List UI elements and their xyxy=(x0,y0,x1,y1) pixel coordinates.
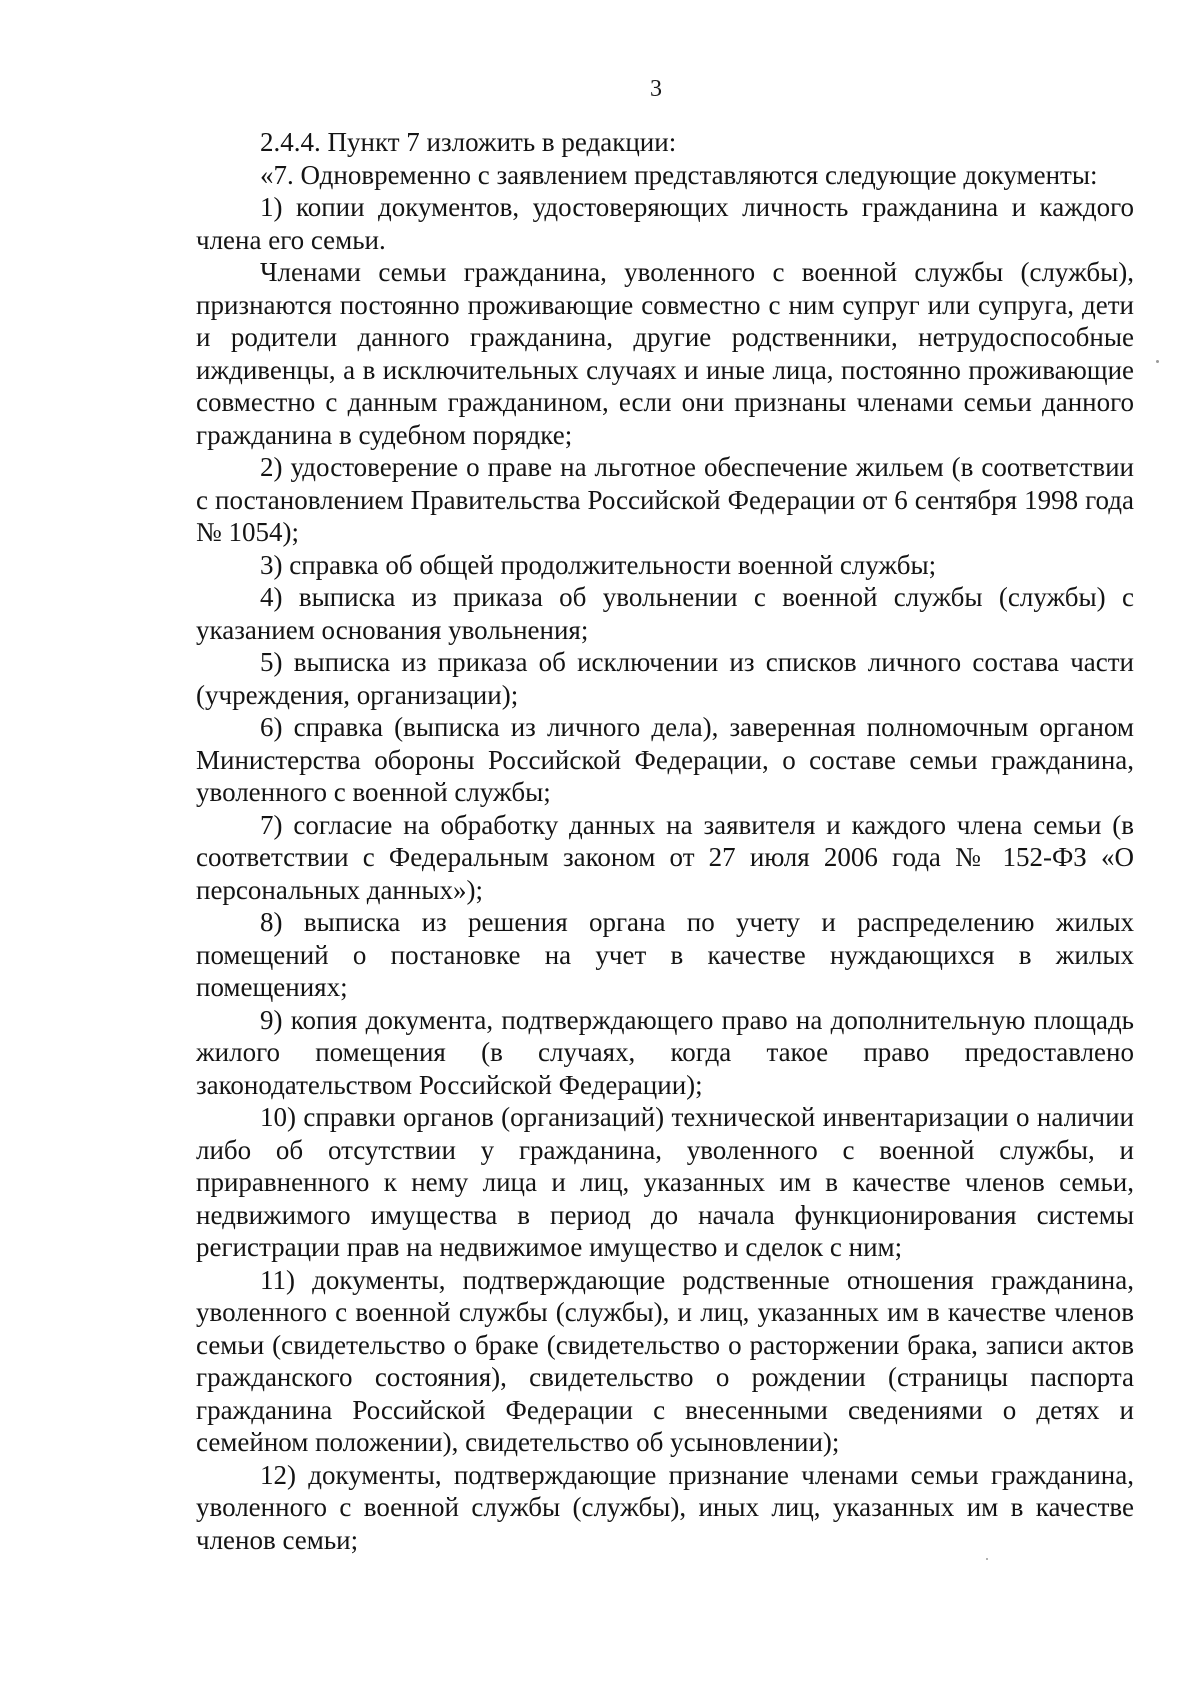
scan-speck xyxy=(1156,360,1159,363)
paragraph-item-1: 1) копии документов, удостоверяющих личность гражданина и каждого члена его семьи. xyxy=(196,192,1134,255)
paragraph-item-9: 9) копия документа, подтверждающего право на дополнительную площадь жилого помещения (в случаях, когда такое право предоставлено законодательством Российской Федерации); xyxy=(196,1004,1134,1100)
paragraph-item-2: 2) удостоверение о праве на льготное обеспечение жильем (в соответствии с постановлением Правительства Российской Федерации от 6 сентября 1998 года № 1054); xyxy=(196,452,1134,547)
paragraph-item-6: 6) справка (выписка из личного дела), заверенная полномочным органом Министерства обороны Российской Федерации, о составе семьи гражданина, уволенного с военной службы; xyxy=(196,712,1134,807)
paragraph-intro: «7. Одновременно с заявлением представляются следующие документы: xyxy=(260,159,1098,190)
paragraph-heading: 2.4.4. Пункт 7 изложить в редакции: xyxy=(260,127,677,157)
paragraph-item-7: 7) согласие на обработку данных на заявителя и каждого члена семьи (в соответствии с Федеральным законом от 27 июля 2006 года № 152-ФЗ «О персональных данных»); xyxy=(196,809,1134,905)
document-body xyxy=(196,126,1134,1556)
paragraph-item-11: 11) документы, подтверждающие родственные отношения гражданина, уволенного с военной службы (службы), и лиц, указанных им в качестве членов семьи (свидетельство о браке (свидетельство о расторжении брака, записи актов гражданского состояния), свидетельство о рождении (страницы паспорта гражданина Российской Федерации с внесенными сведениями о детях и семейном положении), свидетельство об усыновлении); xyxy=(196,1264,1134,1457)
paragraph-item-4: 4) выписка из приказа об увольнении с военной службы (службы) с указанием основания увольнения; xyxy=(196,582,1134,645)
scan-speck xyxy=(986,1558,988,1560)
paragraph-item-5: 5) выписка из приказа об исключении из списков личного состава части (учреждения, организации); xyxy=(196,647,1134,710)
paragraph-family-definition: Членами семьи гражданина, уволенного с военной службы (службы), признаются постоянно проживающие совместно с ним супруг или супруга, дети и родители данного гражданина, другие родственники, нетрудоспособные иждивенцы, а в исключительных случаях и иные лица, постоянно проживающие совместно с данным гражданином, если они признаны членами семьи данного гражданина в судебном порядке; xyxy=(196,257,1134,450)
paragraph-item-10: 10) справки органов (организаций) технической инвентаризации о наличии либо об отсутствии у гражданина, уволенного с военной службы, и приравненного к нему лица и лиц, указанных им в качестве членов семьи, недвижимого имущества в период до начала функционирования системы регистрации прав на недвижимое имущество и сделок с ним; xyxy=(196,1102,1134,1262)
paragraph-item-12: 12) документы, подтверждающие признание членами семьи гражданина, уволенного с военной службы (службы), иных лиц, указанных им в качестве членов семьи; xyxy=(196,1459,1134,1555)
paragraph-item-8: 8) выписка из решения органа по учету и распределению жилых помещений о постановке на учет в качестве нуждающихся в жилых помещениях; xyxy=(196,907,1134,1002)
paragraph-item-3: 3) справка об общей продолжительности военной службы; xyxy=(260,549,937,580)
page-number: 3 xyxy=(650,76,662,102)
